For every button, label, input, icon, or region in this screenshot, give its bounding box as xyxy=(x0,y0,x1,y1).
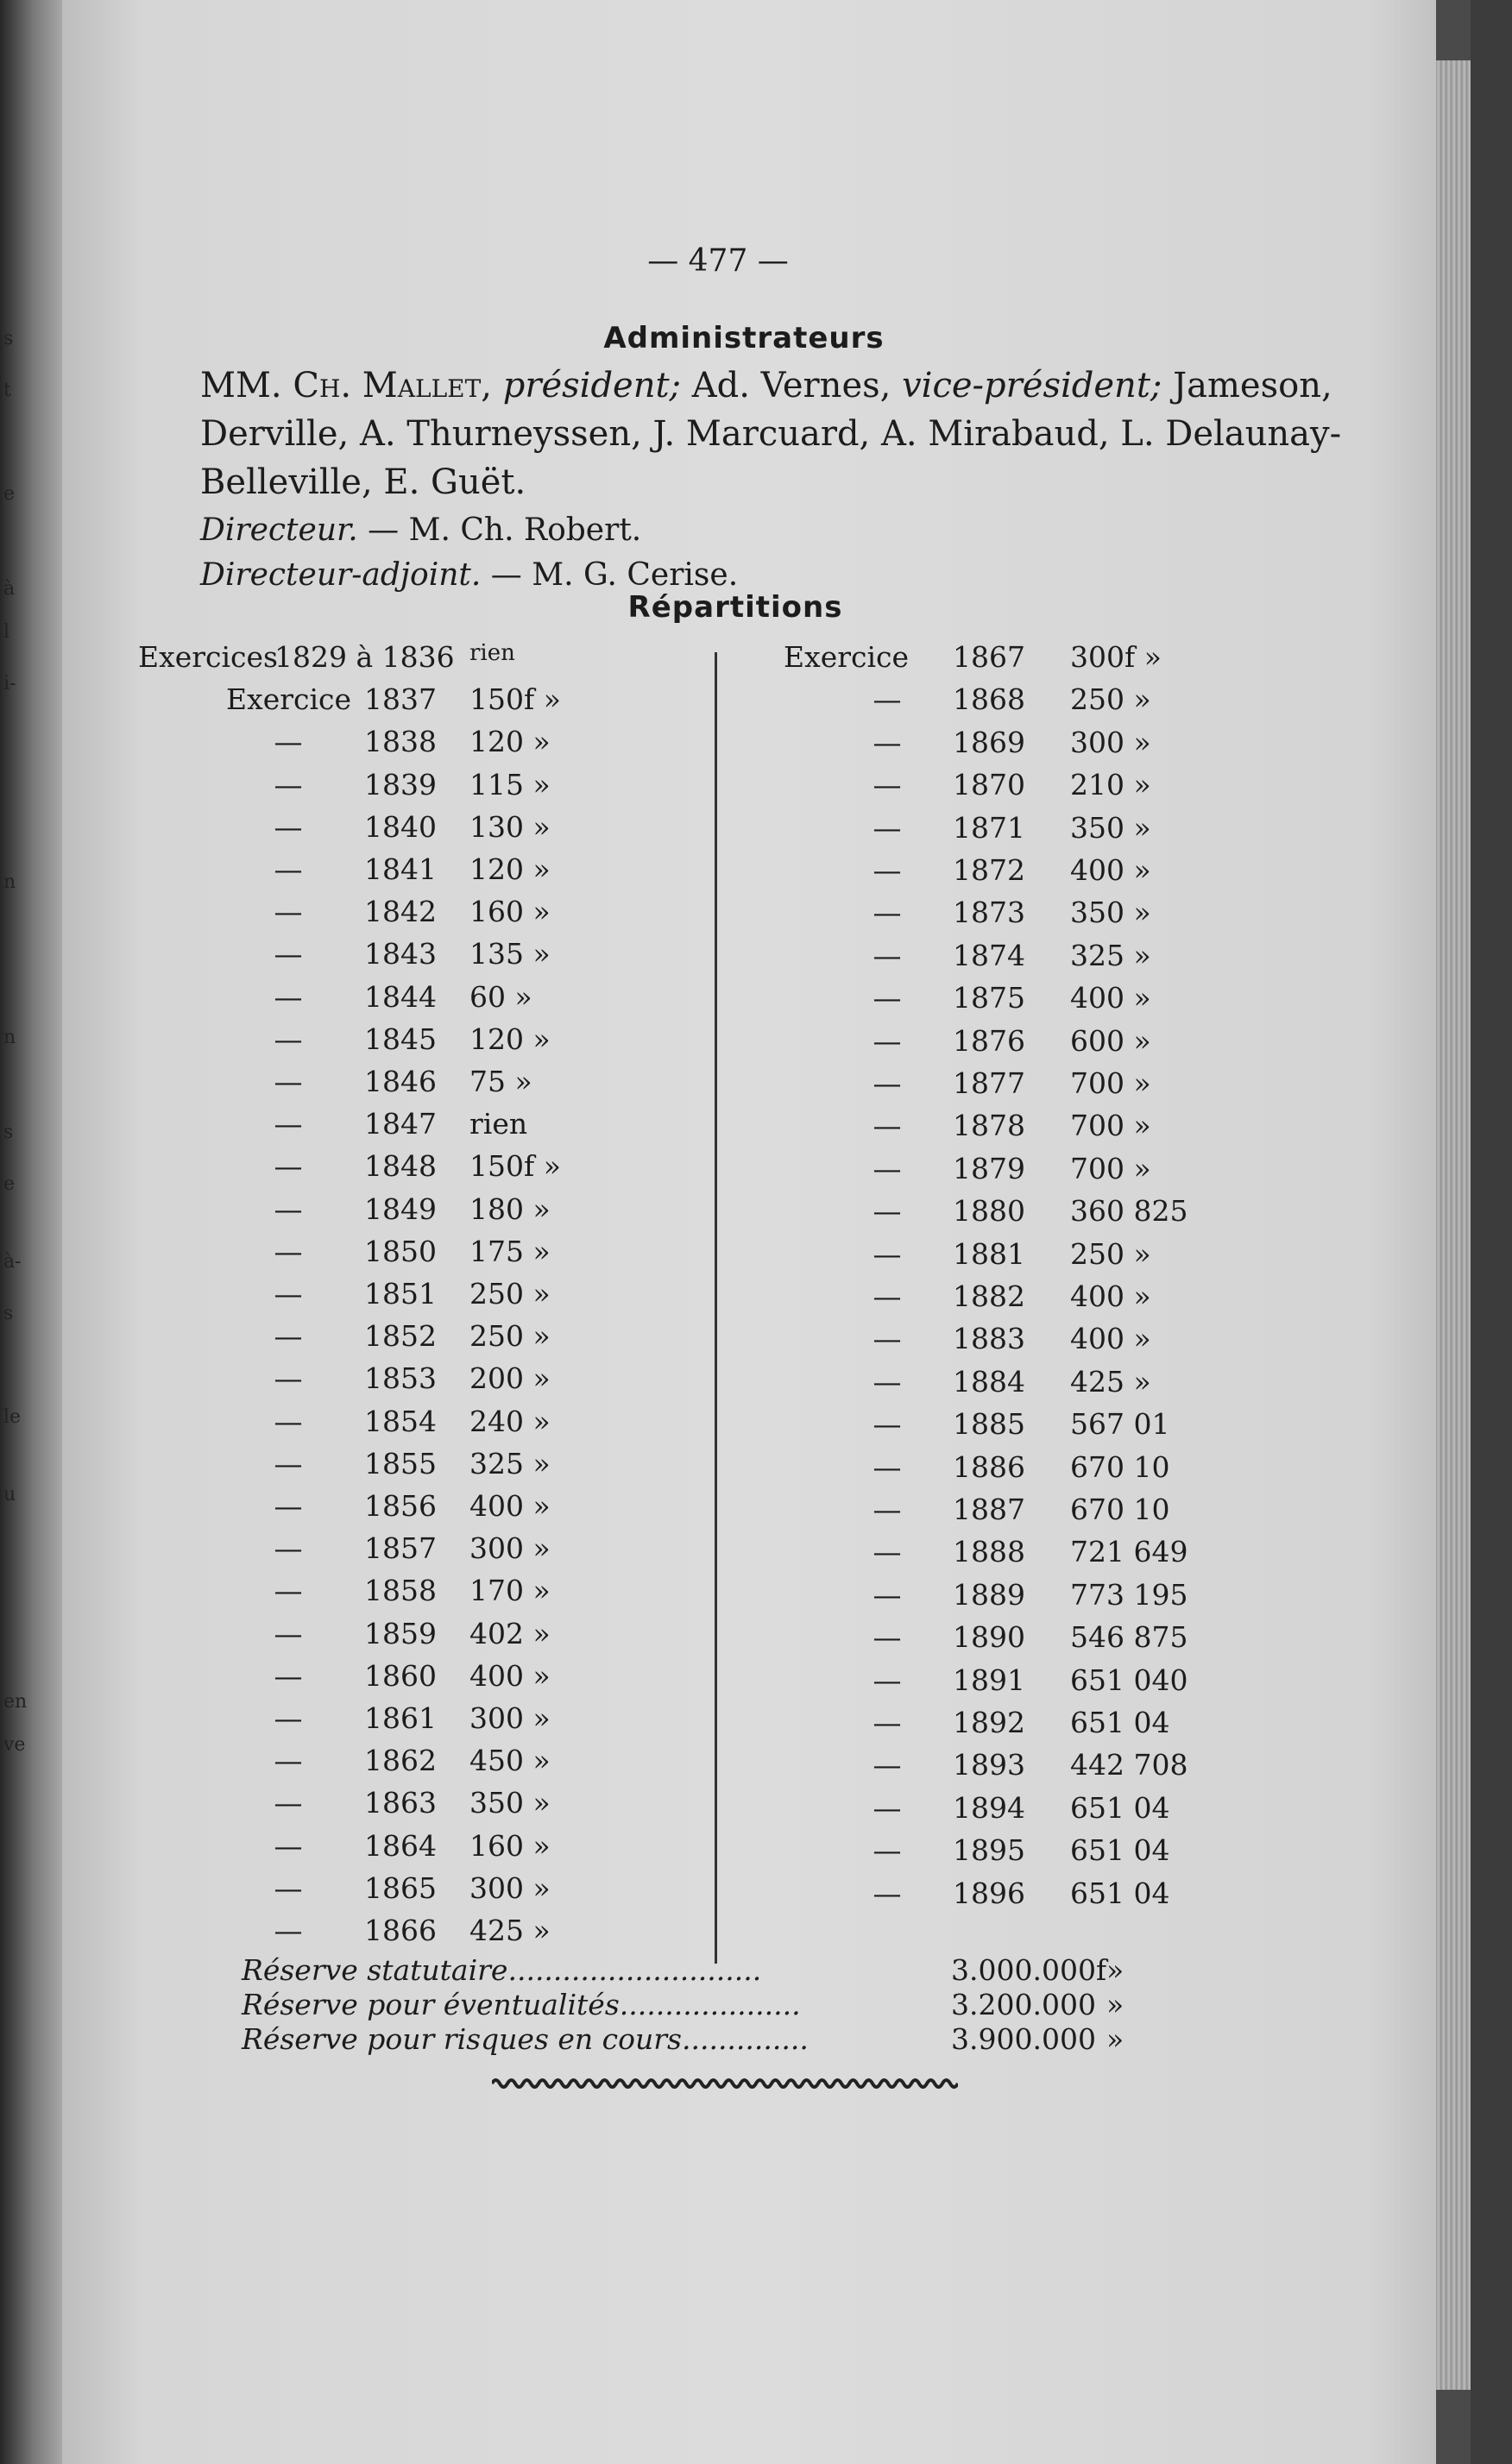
distribution-amount: 75 » xyxy=(469,1065,532,1098)
exercise-year: 1854 xyxy=(364,1405,437,1438)
ditto-dash: — xyxy=(274,1405,303,1438)
ditto-dash: — xyxy=(274,1659,303,1693)
left-page-text-fragment: s xyxy=(3,328,14,349)
distribution-amount: 651 04 xyxy=(1070,1791,1170,1825)
repartition-row xyxy=(62,1319,718,1359)
distribution-amount: 115 » xyxy=(469,768,551,801)
repartition-row xyxy=(62,980,718,1020)
repartition-row xyxy=(718,1194,1322,1234)
exercise-year: 1855 xyxy=(364,1447,437,1480)
repartition-row xyxy=(62,1744,718,1783)
exercise-year: 1829 à 1836 xyxy=(274,640,455,674)
repartition-row xyxy=(62,1914,718,1953)
ditto-dash: — xyxy=(274,725,303,758)
ditto-dash: — xyxy=(274,1914,303,1947)
repartition-row xyxy=(718,1237,1322,1277)
exercise-year: 1863 xyxy=(364,1786,437,1820)
exercise-year: 1884 xyxy=(953,1365,1025,1399)
distribution-amount: 721 649 xyxy=(1070,1535,1188,1568)
repartition-row xyxy=(718,1578,1322,1618)
repartition-row xyxy=(62,1531,718,1571)
repartition-row xyxy=(718,1024,1322,1064)
repartition-row xyxy=(62,1065,718,1104)
ditto-dash: — xyxy=(873,1322,902,1355)
distribution-amount: 150f » xyxy=(469,682,561,716)
distribution-amount: 120 » xyxy=(469,852,551,886)
ditto-dash: — xyxy=(274,1531,303,1565)
ditto-dash: — xyxy=(274,1701,303,1735)
reserve-name: Réserve pour éventualités xyxy=(242,1988,620,2021)
ditto-dash: — xyxy=(873,1152,902,1185)
repartition-row xyxy=(718,1450,1322,1490)
reserve-label xyxy=(242,1988,801,2021)
ditto-dash: — xyxy=(873,1194,902,1228)
exercise-year: 1889 xyxy=(953,1578,1025,1612)
ditto-dash: — xyxy=(274,1744,303,1777)
repartition-row xyxy=(62,1489,718,1529)
repartition-row xyxy=(718,726,1322,765)
repartition-row xyxy=(62,640,718,680)
administrators-line-1: MM. Ch. Mallet, président; Ad. Vernes, vice-président; Jameson, xyxy=(200,366,1332,405)
ditto-dash: — xyxy=(873,1620,902,1654)
exercise-year: 1866 xyxy=(364,1914,437,1947)
ditto-dash: — xyxy=(274,810,303,844)
left-page-text-fragment: à- xyxy=(3,1251,22,1273)
exercise-year: 1874 xyxy=(953,939,1025,972)
ditto-dash: — xyxy=(873,939,902,972)
distribution-amount: rien xyxy=(469,1107,528,1141)
repartition-row xyxy=(718,1791,1322,1831)
exercise-year: 1895 xyxy=(953,1833,1025,1867)
exercise-year: 1856 xyxy=(364,1489,437,1523)
distribution-amount: 670 10 xyxy=(1070,1450,1170,1484)
exercise-year: 1843 xyxy=(364,937,437,971)
distribution-amount: 425 » xyxy=(469,1914,551,1947)
ditto-dash: — xyxy=(274,1149,303,1183)
reserve-name: Réserve pour risques en cours xyxy=(242,2022,682,2056)
administrators-line-3: Belleville, E. Guët. xyxy=(200,462,526,502)
repartition-row xyxy=(62,810,718,850)
distribution-amount: 120 » xyxy=(469,1022,551,1056)
repartition-row xyxy=(718,896,1322,935)
distribution-amount: 300 » xyxy=(469,1531,551,1565)
left-page-text-fragment: l xyxy=(3,621,10,643)
book-page xyxy=(62,0,1436,2464)
exercise-year: 1873 xyxy=(953,896,1025,929)
ditto-dash: — xyxy=(873,1663,902,1697)
repartition-row xyxy=(62,682,718,722)
page-edge xyxy=(1436,60,1471,2390)
exercise-year: 1846 xyxy=(364,1065,437,1098)
ditto-dash: — xyxy=(274,1277,303,1311)
ditto-dash: — xyxy=(873,1109,902,1142)
exercise-year: 1868 xyxy=(953,682,1025,716)
repartition-row xyxy=(718,1663,1322,1703)
repartition-row xyxy=(718,1279,1322,1319)
repartition-row xyxy=(62,1149,718,1189)
distribution-amount: 180 » xyxy=(469,1192,551,1226)
distribution-amount: 567 01 xyxy=(1070,1407,1170,1441)
repartition-row xyxy=(62,1871,718,1911)
ditto-dash: — xyxy=(873,1450,902,1484)
exercise-year: 1870 xyxy=(953,768,1025,801)
reserve-leader-dots: .................... xyxy=(619,1988,801,2021)
ditto-dash: — xyxy=(274,937,303,971)
repartition-row xyxy=(62,1277,718,1317)
reserve-amount: 3.900.000 xyxy=(951,2022,1096,2056)
ditto-dash: — xyxy=(274,1829,303,1863)
distribution-amount: 250 » xyxy=(1070,1237,1151,1271)
distribution-amount: 300 » xyxy=(469,1871,551,1905)
ditto-dash: — xyxy=(873,1748,902,1782)
repartition-row xyxy=(62,852,718,892)
distribution-amount: 350 » xyxy=(469,1786,551,1820)
repartition-row xyxy=(62,1701,718,1741)
ditto-dash: — xyxy=(274,852,303,886)
ditto-dash: — xyxy=(873,1066,902,1100)
exercise-year: 1877 xyxy=(953,1066,1025,1100)
ditto-dash: — xyxy=(274,768,303,801)
exercise-label: Exercice xyxy=(784,640,910,674)
distribution-amount: 546 875 xyxy=(1070,1620,1188,1654)
distribution-amount: 651 04 xyxy=(1070,1706,1170,1739)
ditto-dash: — xyxy=(274,980,303,1014)
left-page-text-fragment: u xyxy=(3,1484,16,1505)
repartition-row xyxy=(62,1659,718,1699)
exercise-year: 1867 xyxy=(953,640,1025,674)
exercise-year: 1858 xyxy=(364,1574,437,1607)
exercise-year: 1841 xyxy=(364,852,437,886)
ditto-dash: — xyxy=(873,896,902,929)
exercise-year: 1848 xyxy=(364,1149,437,1183)
exercise-year: 1886 xyxy=(953,1450,1025,1484)
distribution-amount: 325 » xyxy=(1070,939,1151,972)
distribution-amount: 400 » xyxy=(469,1659,551,1693)
ditto-dash: — xyxy=(873,1493,902,1526)
exercise-year: 1865 xyxy=(364,1871,437,1905)
ditto-dash: — xyxy=(274,895,303,928)
repartition-row xyxy=(718,1620,1322,1660)
repartition-row xyxy=(718,1833,1322,1873)
distribution-amount: 425 » xyxy=(1070,1365,1151,1399)
ditto-dash: — xyxy=(274,1361,303,1395)
exercise-year: 1850 xyxy=(364,1235,437,1268)
exercise-year: 1861 xyxy=(364,1701,437,1735)
exercise-year: 1864 xyxy=(364,1829,437,1863)
exercise-year: 1840 xyxy=(364,810,437,844)
left-page-margin xyxy=(0,0,62,2464)
repartition-row xyxy=(62,725,718,764)
repartition-row xyxy=(62,1405,718,1444)
exercise-year: 1883 xyxy=(953,1322,1025,1355)
ditto-dash: — xyxy=(274,1574,303,1607)
repartition-row xyxy=(718,1109,1322,1148)
exercise-year: 1857 xyxy=(364,1531,437,1565)
exercise-year: 1888 xyxy=(953,1535,1025,1568)
distribution-amount: 160 » xyxy=(469,895,551,928)
exercise-year: 1869 xyxy=(953,726,1025,759)
exercise-year: 1896 xyxy=(953,1876,1025,1910)
exercise-year: 1862 xyxy=(364,1744,437,1777)
exercise-year: 1887 xyxy=(953,1493,1025,1526)
distribution-amount: 700 » xyxy=(1070,1109,1151,1142)
ditto-dash: — xyxy=(873,768,902,801)
distribution-amount: 442 708 xyxy=(1070,1748,1188,1782)
left-page-text-fragment: s xyxy=(3,1122,14,1143)
distribution-amount: 600 » xyxy=(1070,1024,1151,1058)
ditto-dash: — xyxy=(274,1786,303,1820)
exercise-label: Exercices xyxy=(138,640,278,674)
distribution-amount: 300f » xyxy=(1070,640,1162,674)
left-page-text-fragment: i- xyxy=(3,673,16,695)
distribution-amount: 400 » xyxy=(1070,853,1151,887)
distribution-amount: 250 » xyxy=(469,1277,551,1311)
repartition-row xyxy=(62,1107,718,1147)
distribution-amount: 300 » xyxy=(469,1701,551,1735)
exercise-year: 1847 xyxy=(364,1107,437,1141)
repartition-row xyxy=(62,1361,718,1401)
exercise-year: 1882 xyxy=(953,1279,1025,1313)
repartition-row xyxy=(718,1493,1322,1532)
left-page-text-fragment: n xyxy=(3,1027,16,1048)
ditto-dash: — xyxy=(873,1237,902,1271)
distribution-amount: 135 » xyxy=(469,937,551,971)
repartition-row xyxy=(62,1617,718,1656)
column-divider xyxy=(715,652,717,1964)
administrators-line-2: Derville, A. Thurneyssen, J. Marcuard, A. Mirabaud, L. Delaunay- xyxy=(200,414,1342,454)
repartition-row xyxy=(718,1365,1322,1405)
distribution-amount: 60 » xyxy=(469,980,532,1014)
distribution-amount: 250 » xyxy=(469,1319,551,1353)
ditto-dash: — xyxy=(873,1876,902,1910)
distribution-amount: 651 040 xyxy=(1070,1663,1188,1697)
distribution-amount: 400 » xyxy=(1070,1322,1151,1355)
exercise-year: 1842 xyxy=(364,895,437,928)
exercise-year: 1881 xyxy=(953,1237,1025,1271)
distribution-amount: 402 » xyxy=(469,1617,551,1650)
ditto-dash: — xyxy=(873,1279,902,1313)
exercise-year: 1837 xyxy=(364,682,437,716)
reserve-unit: » xyxy=(1106,1953,1125,1987)
ditto-dash: — xyxy=(873,853,902,887)
ditto-dash: — xyxy=(873,1706,902,1739)
reserve-label xyxy=(242,1953,761,1987)
distribution-amount: 130 » xyxy=(469,810,551,844)
exercise-year: 1878 xyxy=(953,1109,1025,1142)
exercise-year: 1851 xyxy=(364,1277,437,1311)
left-page-text-fragment: n xyxy=(3,871,16,893)
ditto-dash: — xyxy=(274,1065,303,1098)
distribution-amount: 700 » xyxy=(1070,1152,1151,1185)
left-page-text-fragment: ve xyxy=(3,1734,26,1756)
distribution-amount: 250 » xyxy=(1070,682,1151,716)
exercise-year: 1880 xyxy=(953,1194,1025,1228)
reserve-row xyxy=(62,2022,1270,2062)
exercise-year: 1871 xyxy=(953,811,1025,845)
repartition-row xyxy=(62,1786,718,1826)
repartition-row xyxy=(62,1235,718,1274)
exercise-year: 1872 xyxy=(953,853,1025,887)
exercise-year: 1838 xyxy=(364,725,437,758)
distribution-amount: rien xyxy=(469,640,515,666)
reserve-leader-dots: ............................ xyxy=(507,1953,762,1987)
ditto-dash: — xyxy=(274,1489,303,1523)
distribution-amount: 150f » xyxy=(469,1149,561,1183)
distribution-amount: 450 » xyxy=(469,1744,551,1777)
distribution-amount: 651 04 xyxy=(1070,1833,1170,1867)
distribution-amount: 200 » xyxy=(469,1361,551,1395)
repartition-row xyxy=(718,811,1322,851)
repartition-row xyxy=(718,853,1322,893)
distribution-amount: 325 » xyxy=(469,1447,551,1480)
exercise-year: 1893 xyxy=(953,1748,1025,1782)
repartition-row xyxy=(718,1066,1322,1106)
distribution-amount: 360 825 xyxy=(1070,1194,1188,1228)
ditto-dash: — xyxy=(274,1235,303,1268)
exercise-year: 1875 xyxy=(953,981,1025,1015)
left-page-text-fragment: t xyxy=(3,380,11,401)
distribution-amount: 160 » xyxy=(469,1829,551,1863)
page-number: — 477 — xyxy=(647,243,789,279)
distribution-amount: 240 » xyxy=(469,1405,551,1438)
exercise-year: 1845 xyxy=(364,1022,437,1056)
ditto-dash: — xyxy=(873,726,902,759)
repartition-row xyxy=(718,1407,1322,1447)
distribution-amount: 210 » xyxy=(1070,768,1151,801)
distribution-amount: 170 » xyxy=(469,1574,551,1607)
distribution-amount: 400 » xyxy=(1070,1279,1151,1313)
reserve-unit: » xyxy=(1106,2022,1125,2056)
repartition-row xyxy=(62,1022,718,1062)
decorative-wavy-rule xyxy=(492,2074,958,2093)
ditto-dash: — xyxy=(274,1871,303,1905)
directeur-adjoint-line: Directeur-adjoint. — M. G. Cerise. xyxy=(200,557,739,593)
left-page-text-fragment: e xyxy=(3,1173,16,1195)
exercise-year: 1849 xyxy=(364,1192,437,1226)
reserve-amount: 3.000.000f xyxy=(951,1953,1107,1987)
ditto-dash: — xyxy=(873,1365,902,1399)
repartition-row xyxy=(62,1447,718,1487)
repartition-row xyxy=(718,981,1322,1021)
ditto-dash: — xyxy=(873,1024,902,1058)
directeur-line: Directeur. — M. Ch. Robert. xyxy=(200,512,642,548)
left-page-text-fragment: e xyxy=(3,483,16,505)
exercise-year: 1892 xyxy=(953,1706,1025,1739)
exercise-year: 1859 xyxy=(364,1617,437,1650)
repartition-row xyxy=(62,1574,718,1613)
exercise-label: Exercice xyxy=(226,682,352,716)
repartition-row xyxy=(718,1876,1322,1916)
exercise-year: 1853 xyxy=(364,1361,437,1395)
repartition-row xyxy=(718,939,1322,978)
ditto-dash: — xyxy=(873,1791,902,1825)
left-page-text-fragment: le xyxy=(3,1406,22,1428)
ditto-dash: — xyxy=(274,1617,303,1650)
ditto-dash: — xyxy=(873,1578,902,1612)
ditto-dash: — xyxy=(274,1022,303,1056)
reserve-amount: 3.200.000 xyxy=(951,1988,1096,2021)
exercise-year: 1839 xyxy=(364,768,437,801)
left-page-text-fragment: s xyxy=(3,1303,14,1324)
exercise-year: 1860 xyxy=(364,1659,437,1693)
right-background xyxy=(1471,0,1512,2464)
distribution-amount: 350 » xyxy=(1070,811,1151,845)
ditto-dash: — xyxy=(873,1407,902,1441)
exercise-year: 1844 xyxy=(364,980,437,1014)
reserve-unit: » xyxy=(1106,1988,1125,2021)
repartition-row xyxy=(62,895,718,934)
ditto-dash: — xyxy=(274,1447,303,1480)
exercise-year: 1894 xyxy=(953,1791,1025,1825)
reserve-leader-dots: .............. xyxy=(681,2022,809,2056)
exercise-year: 1890 xyxy=(953,1620,1025,1654)
repartition-row xyxy=(62,937,718,977)
left-page-text-fragment: à xyxy=(3,578,16,600)
exercise-year: 1885 xyxy=(953,1407,1025,1441)
distribution-amount: 700 » xyxy=(1070,1066,1151,1100)
distribution-amount: 773 195 xyxy=(1070,1578,1188,1612)
distribution-amount: 300 » xyxy=(1070,726,1151,759)
repartition-row xyxy=(62,1829,718,1869)
repartition-row xyxy=(718,1322,1322,1361)
repartitions-heading: Répartitions xyxy=(627,590,843,625)
ditto-dash: — xyxy=(873,811,902,845)
ditto-dash: — xyxy=(873,981,902,1015)
ditto-dash: — xyxy=(274,1192,303,1226)
distribution-amount: 175 » xyxy=(469,1235,551,1268)
repartition-row xyxy=(62,1192,718,1232)
repartition-row xyxy=(718,1535,1322,1575)
repartition-row xyxy=(718,682,1322,722)
reserve-name: Réserve statutaire xyxy=(242,1953,508,1987)
exercise-year: 1852 xyxy=(364,1319,437,1353)
distribution-amount: 400 » xyxy=(1070,981,1151,1015)
distribution-amount: 400 » xyxy=(469,1489,551,1523)
repartition-row xyxy=(718,1706,1322,1745)
repartition-row xyxy=(718,768,1322,808)
repartition-row xyxy=(718,640,1322,680)
ditto-dash: — xyxy=(873,1535,902,1568)
repartition-row xyxy=(718,1152,1322,1191)
distribution-amount: 670 10 xyxy=(1070,1493,1170,1526)
distribution-amount: 350 » xyxy=(1070,896,1151,929)
ditto-dash: — xyxy=(873,1833,902,1867)
ditto-dash: — xyxy=(873,682,902,716)
left-page-text-fragment: en xyxy=(3,1691,28,1713)
distribution-amount: 651 04 xyxy=(1070,1876,1170,1910)
exercise-year: 1891 xyxy=(953,1663,1025,1697)
reserve-label xyxy=(242,2022,809,2056)
exercise-year: 1876 xyxy=(953,1024,1025,1058)
administrateurs-heading: Administrateurs xyxy=(603,321,885,355)
distribution-amount: 120 » xyxy=(469,725,551,758)
repartition-row xyxy=(718,1748,1322,1788)
exercise-year: 1879 xyxy=(953,1152,1025,1185)
ditto-dash: — xyxy=(274,1319,303,1353)
ditto-dash: — xyxy=(274,1107,303,1141)
repartition-row xyxy=(62,768,718,808)
